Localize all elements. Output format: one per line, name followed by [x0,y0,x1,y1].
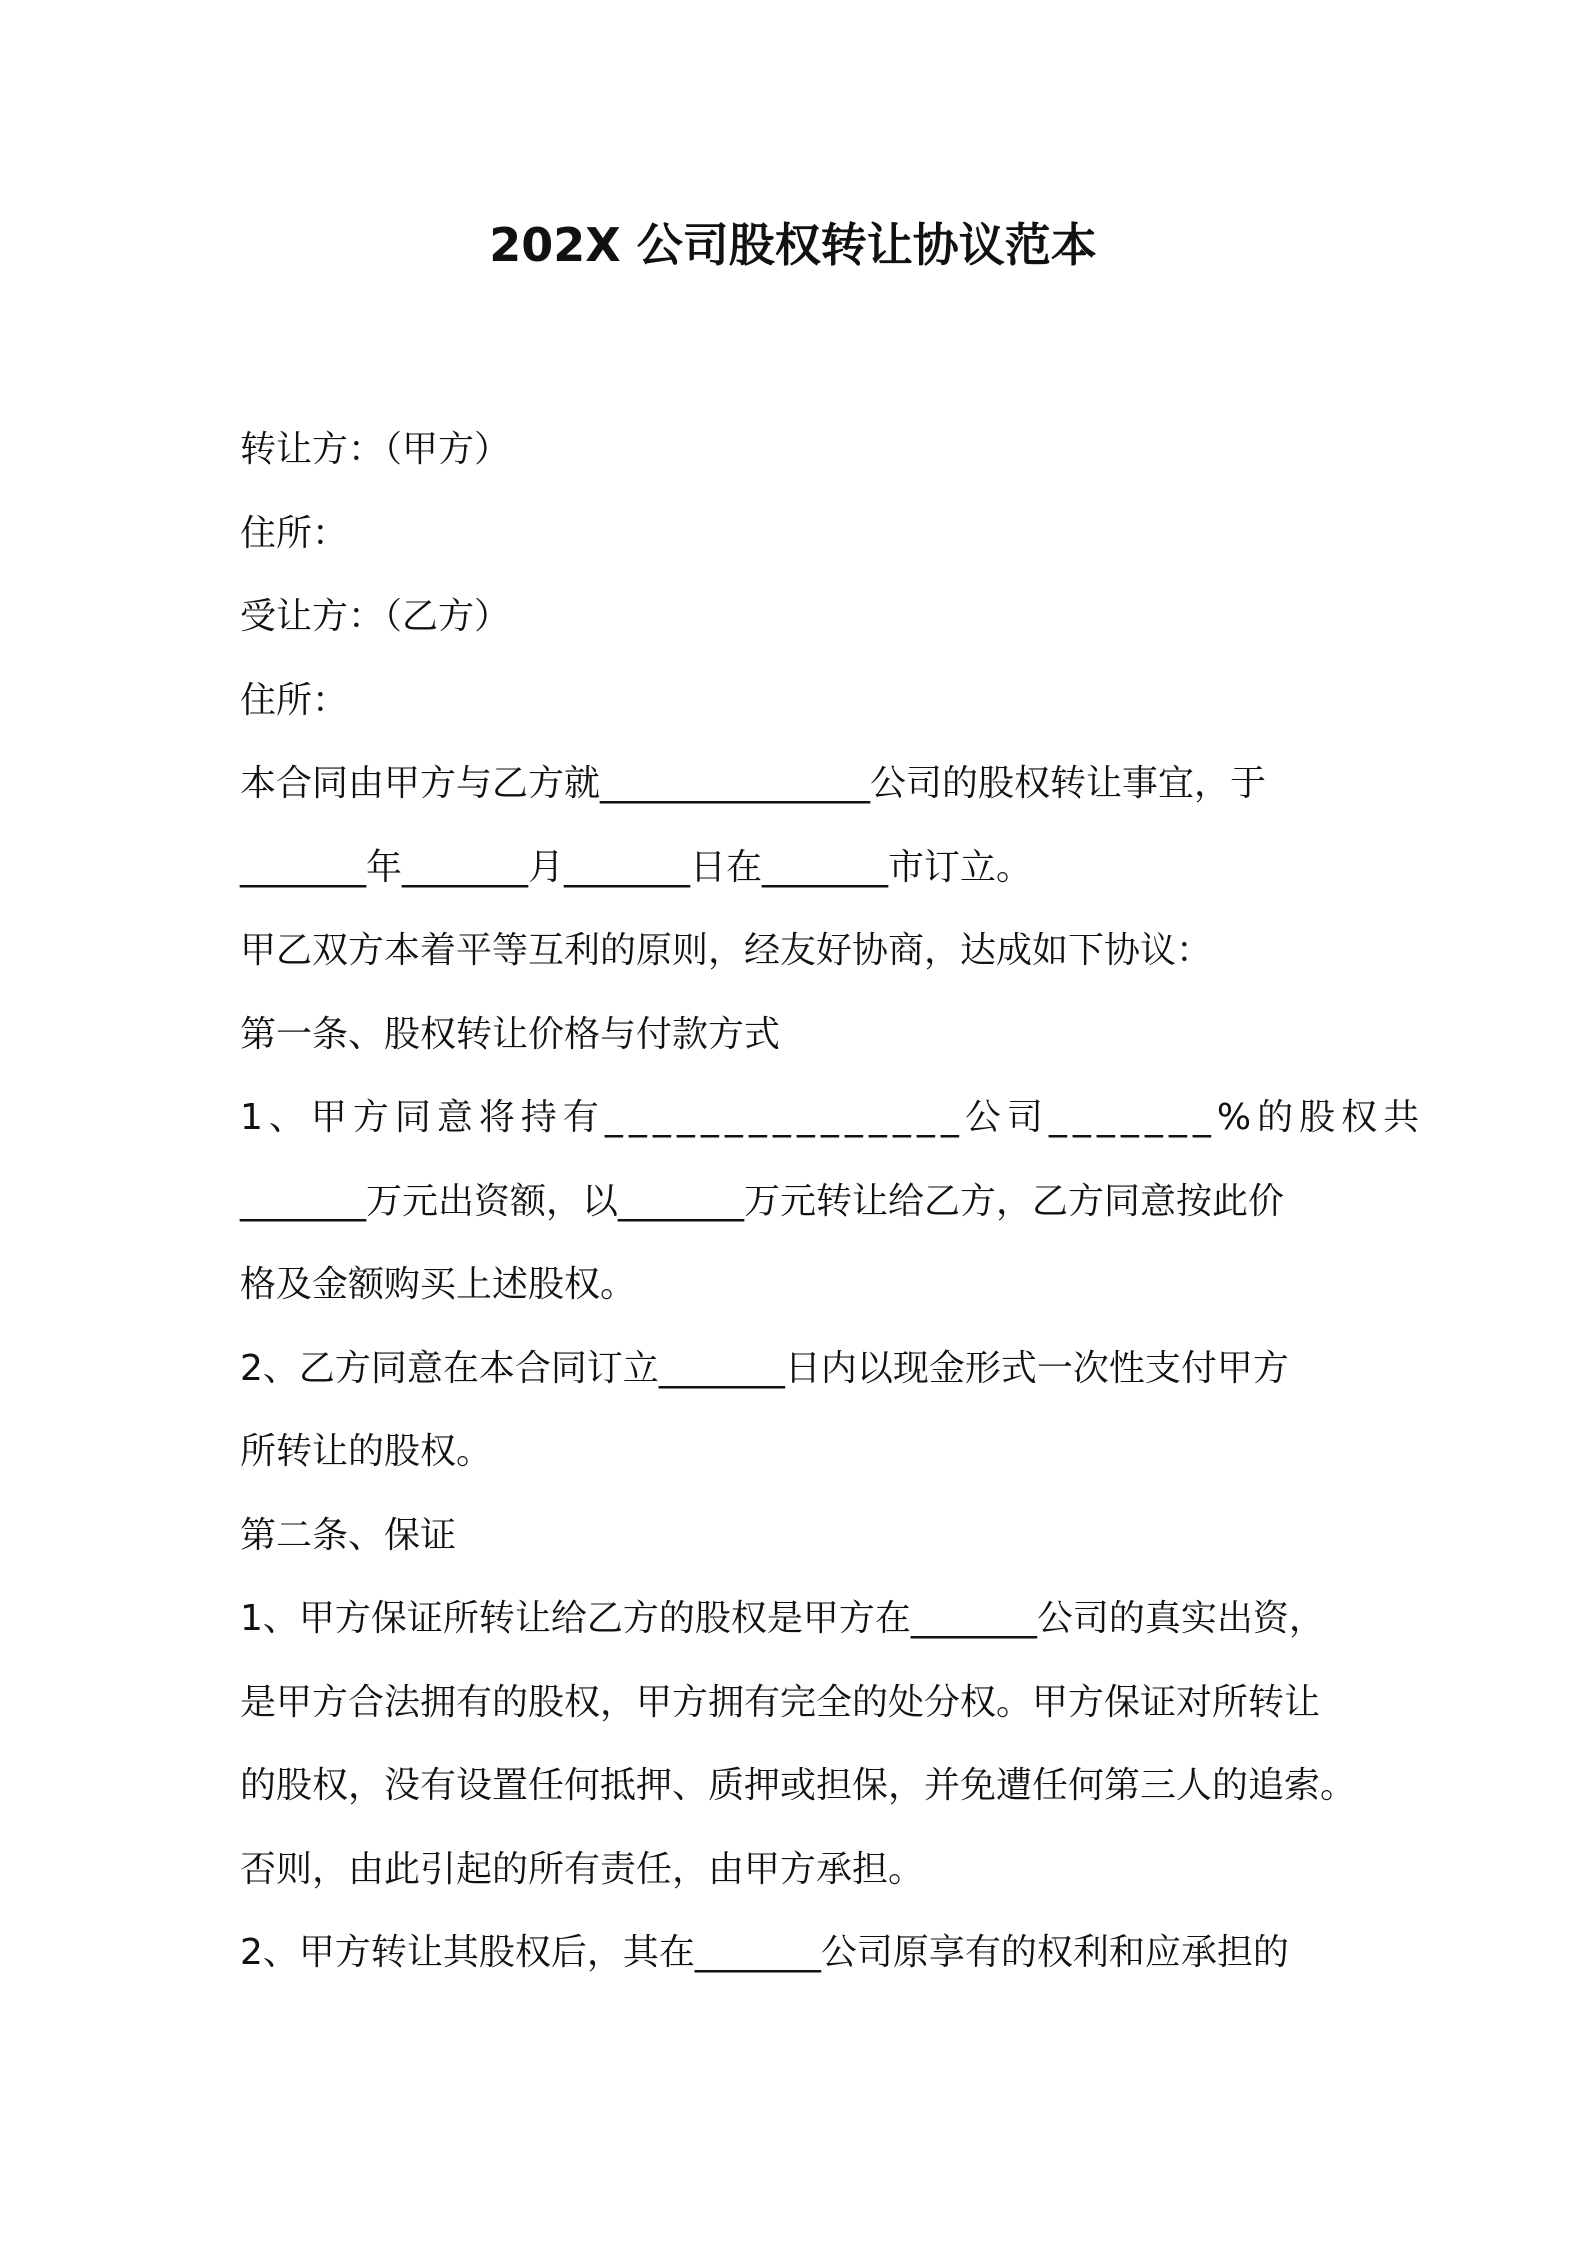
article-1-clause-line: 1、甲方同意将持有_______________公司_______%的股权共 [240,1097,1426,1138]
party-b-address: 住所： [240,679,349,721]
article-1-clause-line: 所转让的股权。 [240,1431,493,1472]
article-2-clause-line: 1、甲方保证所转让给乙方的股权是甲方在_______公司的真实出资， [240,1598,1325,1639]
intro-paragraph-line: _______年_______月_______日在_______市订立。 [240,846,1033,888]
article-2-clause-line: 否则，由此引起的所有责任，由甲方承担。 [240,1848,925,1890]
party-b-label: 受让方：（乙方） [240,596,511,637]
article-1-heading: 第一条、股权转让价格与付款方式 [240,1013,781,1055]
article-1-clause-line: 2、乙方同意在本合同订立_______日内以现金形式一次性支付甲方 [240,1347,1289,1389]
article-2-clause-line: 是甲方合法拥有的股权，甲方拥有完全的处分权。甲方保证对所转让 [240,1681,1321,1723]
party-a-label: 转让方：（甲方） [240,429,511,470]
article-1-clause-line: _______万元出资额，以_______万元转让给乙方，乙方同意按此价 [240,1180,1285,1222]
article-2-clause-line: 的股权，没有设置任何抵押、质押或担保，并免遭任何第三人的追索。 [240,1765,1357,1806]
intro-paragraph-line: 本合同由甲方与乙方就_______________公司的股权转让事宜，于 [240,763,1267,804]
document-body [240,408,1426,1995]
article-2-heading: 第二条、保证 [240,1514,457,1556]
agreement-preamble: 甲乙双方本着平等互利的原则，经友好协商，达成如下协议： [240,930,1213,971]
article-2-clause-line: 2、甲方转让其股权后，其在_______公司原享有的权利和应承担的 [240,1932,1289,1973]
document-title: 202X 公司股权转让协议范本 [489,218,1097,272]
article-1-clause-line: 格及金额购买上述股权。 [240,1264,637,1305]
party-a-address: 住所： [240,512,349,554]
